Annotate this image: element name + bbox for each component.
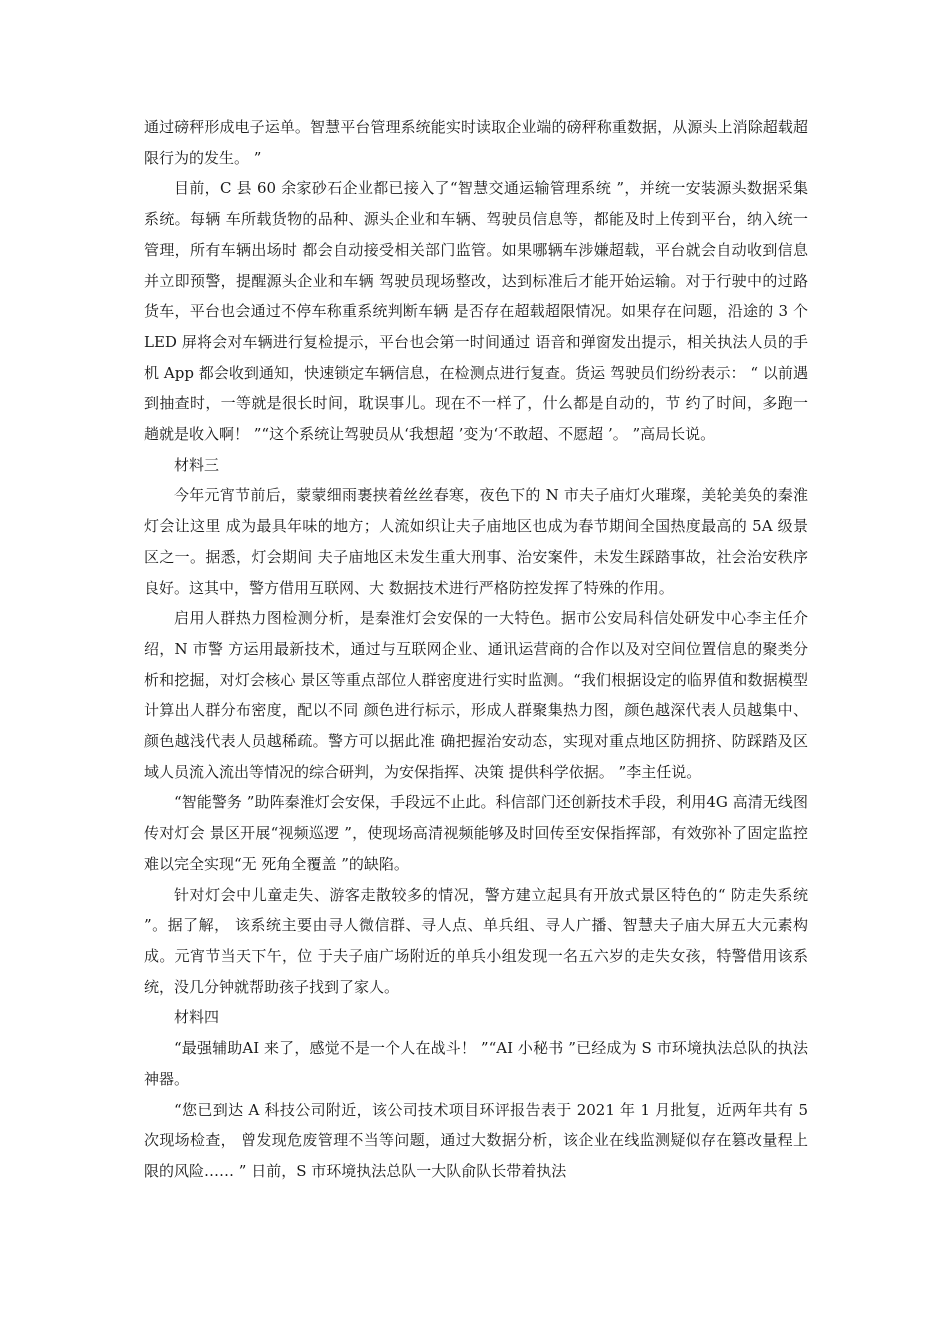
document-body [144,112,808,1187]
paragraph-5: “智能警务 ”助阵秦淮灯会安保，手段远不止此。科信部门还创新技术手段，利用4G 高清无线图传对灯会 景区开展“视频巡逻 ”，使现场高清视频能够及时回传至安保指挥部，有效弥补了固定监控难以完全实现“无 死角全覆盖 ”的缺陷。 [144,793,808,873]
section-heading-material-4: 材料四 [174,1008,220,1027]
paragraph-8: “您已到达 A 科技公司附近，该公司技术项目环评报告表于 2021 年 1 月批复，近两年共有 5 次现场检查， 曾发现危废管理不当等问题，通过大数据分析，该企业在线监测疑似存在篡改量程上限的风险…… ” 日前，S 市环境执法总队一大队俞队长带着执法 [144,1100,808,1180]
section-heading-material-3: 材料三 [174,455,220,474]
paragraph-6: 针对灯会中儿童走失、游客走散较多的情况，警方建立起具有开放式景区特色的“ 防走失系统 ”。据了解， 该系统主要由寻人微信群、寻人点、单兵组、寻人广播、智慧夫子庙大屏五大元素构成。元宵节当天下午，位 于夫子庙广场附近的单兵小组发现一名五六岁的走失女孩，特警借用该系统，没几分钟就帮助孩子找到了家人。 [144,885,808,996]
paragraph-3: 今年元宵节前后，蒙蒙细雨裹挟着丝丝春寒，夜色下的 N 市夫子庙灯火璀璨，美轮美奂的秦淮灯会让这里 成为最具年味的地方；人流如织让夫子庙地区也成为春节期间全国热度最高的 5A 级景区之一。据悉，灯会期间 夫子庙地区未发生重大刑事、治安案件，未发生踩踏事故，社会治安秩序良好。这其中，警方借用互联网、大 数据技术进行严格防控发挥了特殊的作用。 [144,486,808,597]
paragraph-1: 通过磅秤形成电子运单。智慧平台管理系统能实时读取企业端的磅秤称重数据，从源头上消除超载超限行为的发生。 ” [144,118,808,167]
paragraph-4: 启用人群热力图检测分析，是秦淮灯会安保的一大特色。据市公安局科信处研发中心李主任介绍，N 市警 方运用最新技术，通过与互联网企业、通讯运营商的合作以及对空间位置信息的聚类分析和挖掘，对灯会核心 景区等重点部位人群密度进行实时监测。“我们根据设定的临界值和数据模型计算出人群分布密度，配以不同 颜色进行标示，形成人群聚集热力图，颜色越深代表人员越集中、颜色越浅代表人员越稀疏。警方可以据此准 确把握治安动态，实现对重点地区防拥挤、防踩踏及区域人员流入流出等情况的综合研判，为安保指挥、决策 提供科学依据。 ”李主任说。 [144,609,808,781]
paragraph-7: “最强辅助AI 来了，感觉不是一个人在战斗！ ”“AI 小秘书 ”已经成为 S 市环境执法总队的执法神器。 [144,1039,808,1088]
paragraph-2: 目前，C 县 60 余家砂石企业都已接入了“智慧交通运输管理系统 ”，并统一安装源头数据采集系统。每辆 车所载货物的品种、源头企业和车辆、驾驶员信息等，都能及时上传到平台，纳入统一管理，所有车辆出场时 都会自动接受相关部门监管。如果哪辆车涉嫌超载，平台就会自动收到信息并立即预警，提醒源头企业和车辆 驾驶员现场整改，达到标准后才能开始运输。对于行驶中的过路货车，平台也会通过不停车称重系统判断车辆 是否存在超载超限情况。如果存在问题，沿途的 3 个 LED 屏将会对车辆进行复检提示，平台也会第一时间通过 语音和弹窗发出提示，相关执法人员的手机 App 都会收到通知，快速锁定车辆信息，在检测点进行复查。货运 驾驶员们纷纷表示： “ 以前遇到抽查时，一等就是很长时间，耽误事儿。现在不一样了，什么都是自动的，节 约了时间，多跑一趟就是收入啊！ ”“这个系统让驾驶员从‘我想超 ’变为‘不敢超、不愿超 ’。 ”高局长说。 [144,179,808,444]
